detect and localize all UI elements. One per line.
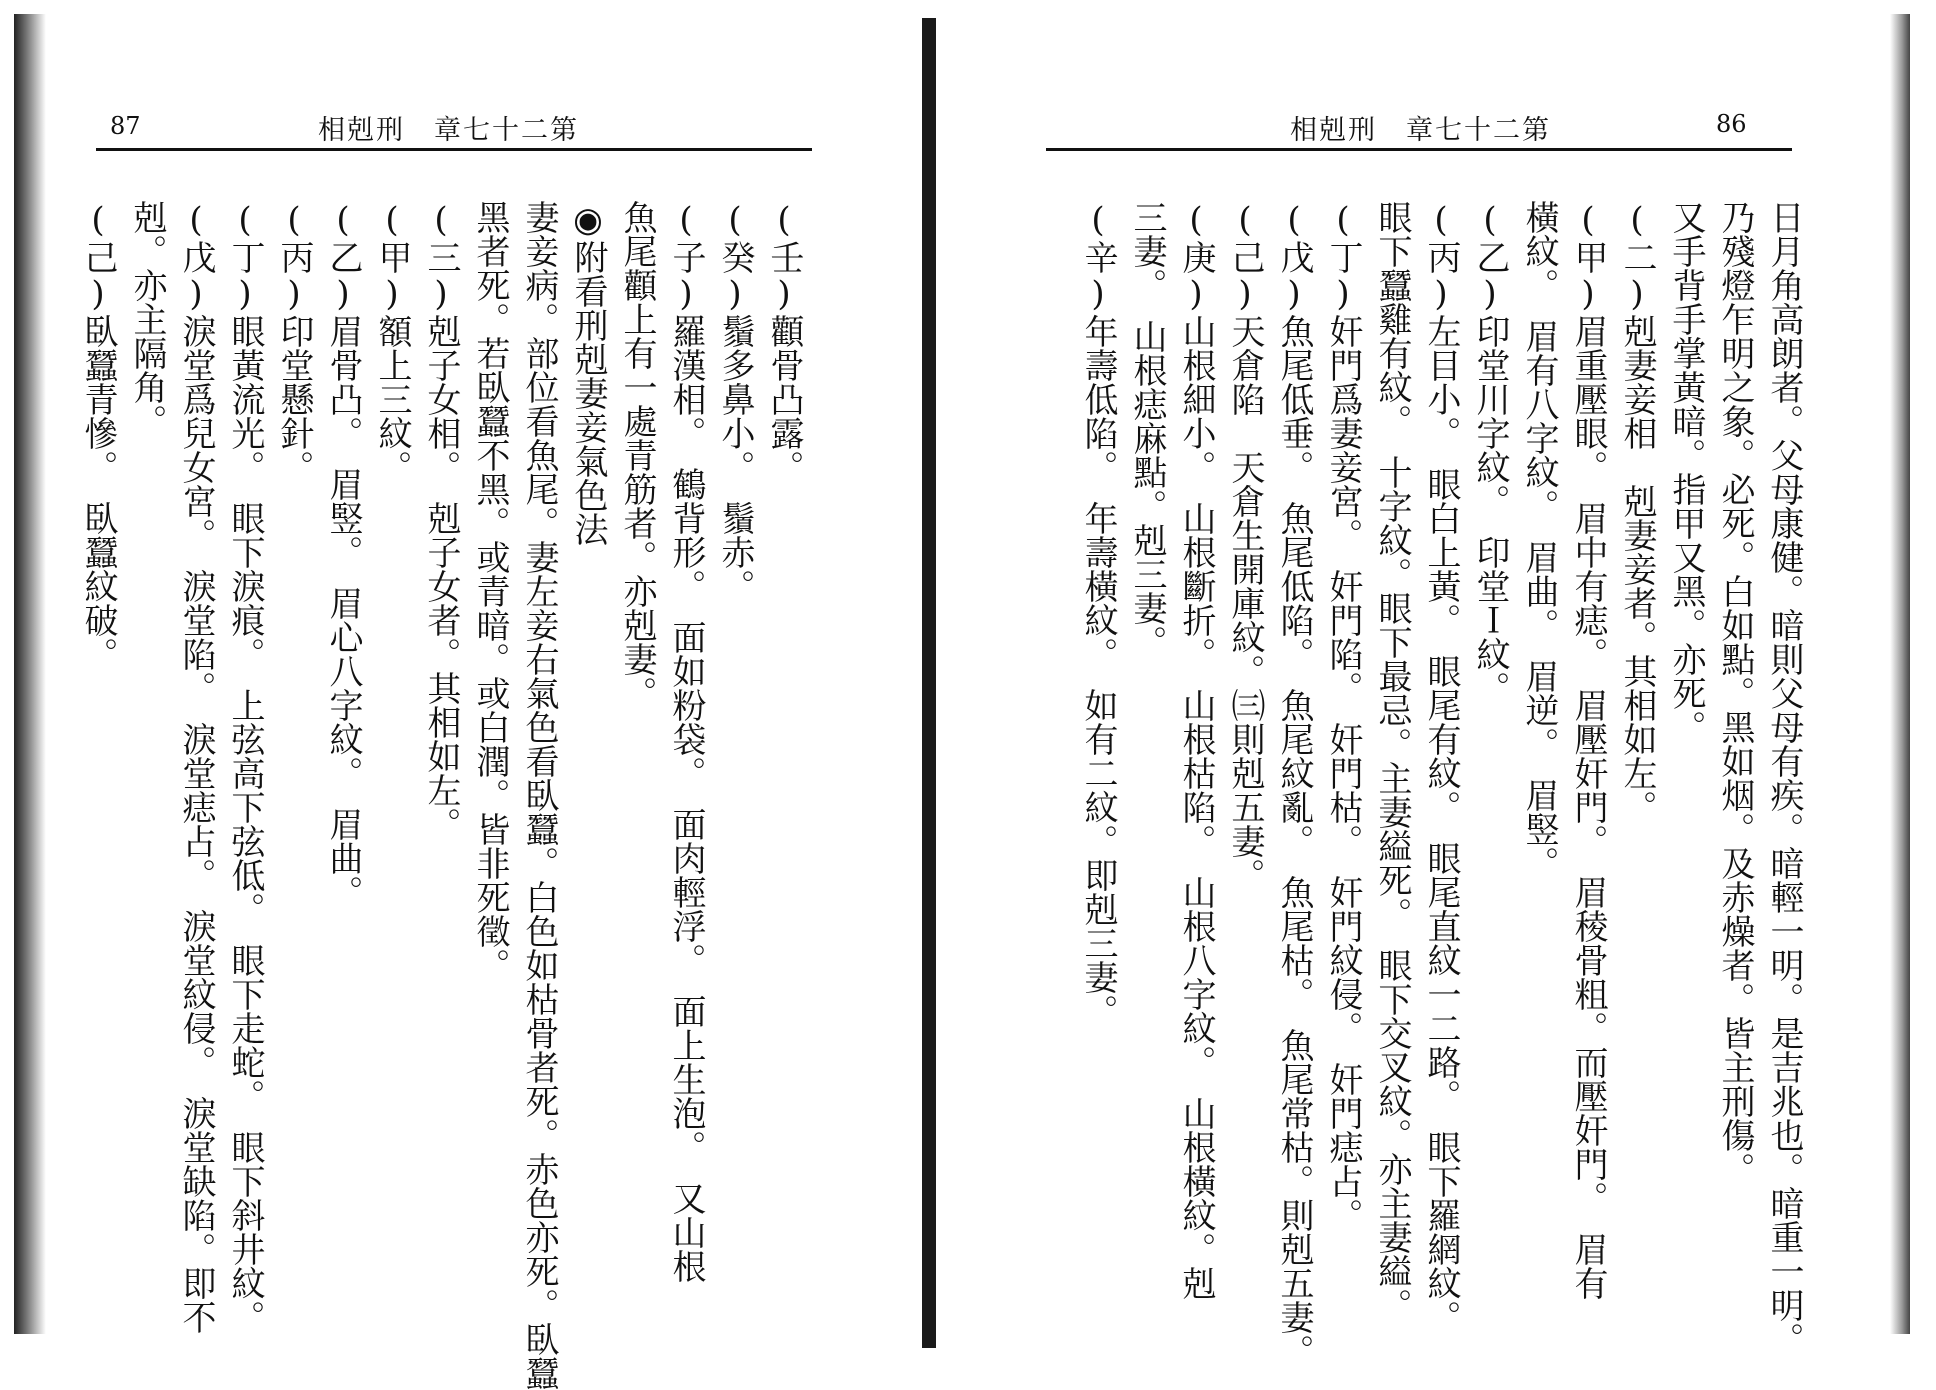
right-page-number: 86	[1716, 110, 1747, 138]
right-text-line: 日月角高朗者。父母康健。暗則父母有疾。暗輕一明。是吉兆也。暗重一明。	[1764, 200, 1804, 1356]
right-text-line: (己)天倉陷 天倉生開庫紋。㈢則剋五妻。	[1225, 200, 1265, 892]
left-page-number: 87	[110, 112, 141, 140]
right-header-rule	[1046, 148, 1792, 151]
left-text-line: (丙)印堂懸針。	[274, 200, 314, 484]
right-gutter-edge	[930, 18, 936, 1348]
left-text-line: 剋。亦主隔角。	[127, 200, 167, 438]
left-text-line: (甲)額上三紋。	[372, 200, 412, 484]
right-text-line: 又手背手掌黃暗。指甲又黑。亦死。	[1666, 200, 1706, 744]
left-text-line: (三)剋子女相。 剋子女者。其相如左。	[421, 200, 461, 841]
right-page	[930, 0, 1936, 1373]
right-text-line: (丙)左目小。 眼白上黃。 眼尾有紋。 眼尾直紋一二路。 眼下羅網紋。	[1421, 200, 1461, 1334]
left-text-line: (己)臥蠶青慘。 臥蠶紋破。	[78, 200, 118, 671]
right-text-line: 三妻。 山根痣麻點。剋三妻。	[1127, 200, 1167, 659]
right-text-line: (甲)眉重壓眼。 眉中有痣。 眉壓奸門。 眉稜骨粗。而壓奸門。 眉有	[1568, 200, 1608, 1300]
right-text-line: (辛)年壽低陷。 年壽橫紋。 如有二紋。即剋三妻。	[1078, 200, 1118, 1028]
left-text-line: 魚尾顴上有一處青筋者。亦剋妻。	[617, 200, 657, 710]
left-scan-edge	[14, 14, 46, 1334]
right-text-line: (二)剋妻妾相 剋妻妾者。其相如左。	[1617, 200, 1657, 824]
left-text-line: (壬)顴骨凸露。	[764, 200, 804, 484]
right-text-line: 乃殘燈乍明之象。必死。白如點。黑如烟。及赤燥者。皆主刑傷。	[1715, 200, 1755, 1186]
left-text-line: ◉附看刑剋妻妾氣色法	[568, 200, 608, 546]
left-page	[0, 0, 930, 1390]
left-text-line: (戊)淚堂爲兒女宮。 淚堂陷。 淚堂痣占。 淚堂紋侵。 淚堂缺陷。即不	[176, 200, 216, 1334]
right-running-header: 相剋刑 章七十二第	[1290, 115, 1551, 146]
left-text-line: (乙)眉骨凸。 眉竪。 眉心八字紋。 眉曲。	[323, 200, 363, 909]
right-text-line: (庚)山根細小。 山根斷折。 山根枯陷。 山根八字紋。 山根橫紋。剋	[1176, 200, 1216, 1300]
right-body-text	[1073, 200, 1808, 1368]
left-running-header: 相剋刑 章七十二第	[318, 115, 579, 146]
right-text-line: 橫紋。 眉有八字紋。 眉曲。 眉逆。 眉竪。	[1519, 200, 1559, 880]
left-text-line: 妻妾病。部位看魚尾。妻左妾右氣色看臥蠶。白色如枯骨者死。赤色亦死。臥蠶	[519, 200, 559, 1390]
right-scan-edge	[1890, 14, 1910, 1334]
left-text-line: (子)羅漢相。 鶴背形。 面如粉袋。 面肉輕浮。 面上生泡。 又山根	[666, 200, 706, 1283]
right-text-line: (丁)奸門爲妻妾宮。 奸門陷。 奸門枯。 奸門紋侵。 奸門痣占。	[1323, 200, 1363, 1232]
left-text-line: (癸)鬚多鼻小。 鬚赤。	[715, 200, 755, 603]
left-header-rule	[96, 148, 812, 151]
left-text-line: 黑者死。若臥蠶不黑。或青暗。或白潤。皆非死徵。	[470, 200, 510, 982]
left-text-line: (丁)眼黃流光。 眼下淚痕。 上弦高下弦低。 眼下走蛇。 眼下斜井紋。	[225, 200, 265, 1334]
right-text-line: (戊)魚尾低垂。 魚尾低陷。 魚尾紋亂。 魚尾枯。 魚尾常枯。則剋五妻。	[1274, 200, 1314, 1368]
right-text-line: (乙)印堂川字紋。 印堂Ｉ紋。	[1470, 200, 1510, 705]
left-body-text	[73, 200, 808, 1390]
right-text-line: 眼下蠶雞有紋。 十字紋。眼下最忌。主妻縊死。 眼下交叉紋。亦主妻縊。	[1372, 200, 1412, 1322]
left-gutter-edge	[922, 18, 930, 1348]
